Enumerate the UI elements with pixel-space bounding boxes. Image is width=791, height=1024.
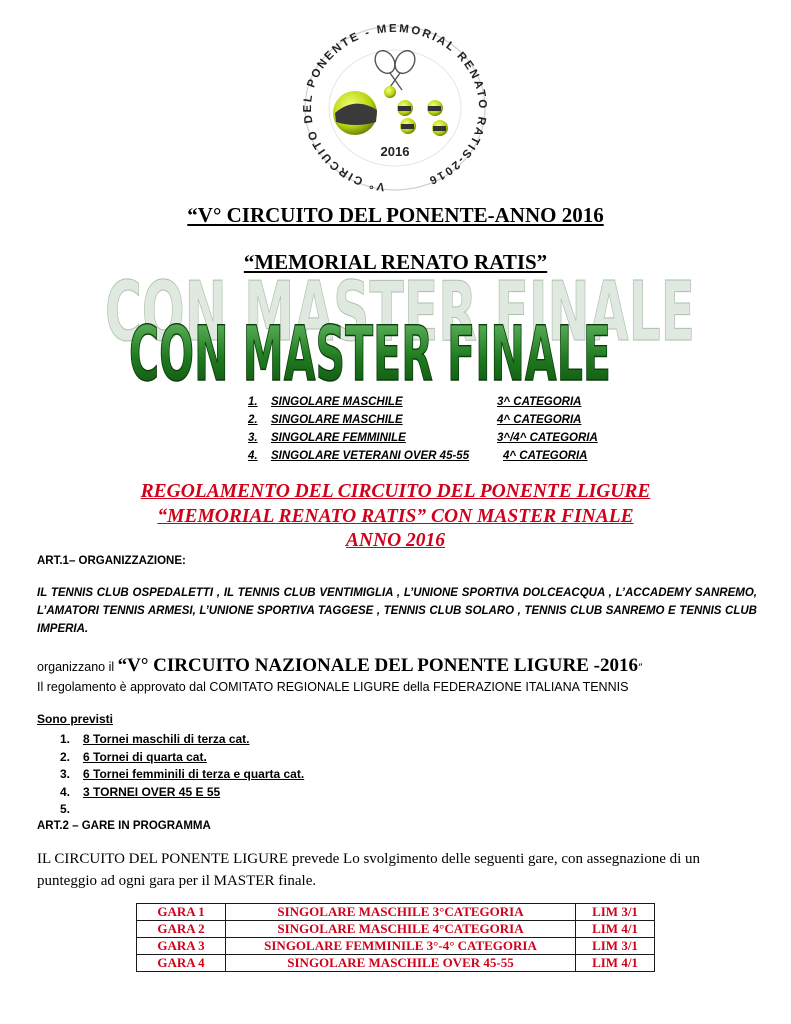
list-item: 3. SINGOLARE FEMMINILE 3^/4^ CATEGORIA bbox=[248, 432, 598, 444]
tennis-logo-icon bbox=[290, 18, 500, 196]
regolamento-heading: REGOLAMENTO DEL CIRCUITO DEL PONENTE LIGURE bbox=[140, 481, 651, 502]
regolamento-subheading: “MEMORIAL RENATO RATIS” CON MASTER FINALE bbox=[157, 506, 634, 527]
table-row: GARA 4 SINGOLARE MASCHILE OVER 45-55 LIM 4/1 bbox=[137, 955, 655, 972]
list-item: 1. SINGOLARE MASCHILE 3^ CATEGORIA bbox=[248, 396, 582, 408]
table-row: GARA 1 SINGOLARE MASCHILE 3°CATEGORIA LIM 3/1 bbox=[137, 904, 655, 921]
list-item: 4. 3 TORNEI OVER 45 E 55 bbox=[60, 784, 221, 799]
circuit-logo bbox=[290, 18, 500, 196]
art1-heading: ART.1– ORGANIZZAZIONE: bbox=[37, 555, 186, 567]
regolamento-year: ANNO 2016 bbox=[345, 530, 446, 551]
sono-previsti-heading: Sono previsti bbox=[37, 712, 114, 726]
gare-table bbox=[136, 903, 655, 972]
circuit-name: “V° CIRCUITO NAZIONALE DEL PONENTE LIGURE -2016 bbox=[117, 655, 638, 676]
list-item: 5. bbox=[60, 802, 71, 816]
page-subtitle: “MEMORIAL RENATO RATIS” bbox=[243, 250, 548, 274]
list-item: 2. 6 Tornei di quarta cat. bbox=[60, 749, 207, 764]
description-paragraph: IL CIRCUITO DEL PONENTE LIGURE prevede Lo svolgimento delle seguenti gare, con assegnazione di un punteggio ad ogni gara per il MASTER finale. bbox=[37, 851, 701, 889]
art2-heading: ART.2 – GARE IN PROGRAMMA bbox=[37, 820, 211, 832]
page-title: “V° CIRCUITO DEL PONENTE-ANNO 2016 bbox=[187, 203, 604, 227]
organizzano-line: organizzano il “V° CIRCUITO NAZIONALE DEL PONENTE LIGURE -2016” bbox=[37, 655, 642, 676]
logo-year: 2016 bbox=[380, 144, 410, 159]
list-item: 3. 6 Tornei femminili di terza e quarta cat. bbox=[60, 767, 305, 781]
approval-line: Il regolamento è approvato dal COMITATO REGIONALE LIGURE della FEDERAZIONE ITALIANA TENNIS bbox=[37, 680, 629, 694]
logo-ring-text: V° CIRCUITO DEL PONENTE - MEMORIAL RENATO RATIS-2016 bbox=[302, 22, 489, 193]
table-row: GARA 3 SINGOLARE FEMMINILE 3°-4° CATEGORIA LIM 3/1 bbox=[137, 938, 655, 955]
list-item: 4. SINGOLARE VETERANI OVER 45-55 4^ CATEGORIA bbox=[248, 450, 588, 462]
svg-text:CON MASTER FINALE: CON MASTER FINALE bbox=[105, 266, 695, 348]
svg-text:CON MASTER FINALE: CON MASTER FINALE bbox=[129, 309, 611, 390]
tornei-list bbox=[60, 731, 304, 819]
clubs-paragraph: IL TENNIS CLUB OSPEDALETTI , IL TENNIS CLUB VENTIMIGLIA , L’UNIONE SPORTIVA DOLCEACQUA , L’ACCADEMY SANREMO, L’AMATORI TENNIS ARMESI, L’UNIONE SPORTIVA TAGGESE , TENNIS CLUB SOLARO , TENNIS CLUB SANREMO E TENNIS CLUB IMPERIA. bbox=[37, 587, 757, 635]
table-row: GARA 2 SINGOLARE MASCHILE 4°CATEGORIA LIM 4/1 bbox=[137, 921, 655, 938]
list-item: 2. SINGOLARE MASCHILE 4^ CATEGORIA bbox=[248, 414, 582, 426]
master-banner bbox=[125, 308, 615, 390]
list-item: 1. 8 Tornei maschili di terza cat. bbox=[60, 732, 250, 746]
categories-list bbox=[248, 393, 598, 465]
